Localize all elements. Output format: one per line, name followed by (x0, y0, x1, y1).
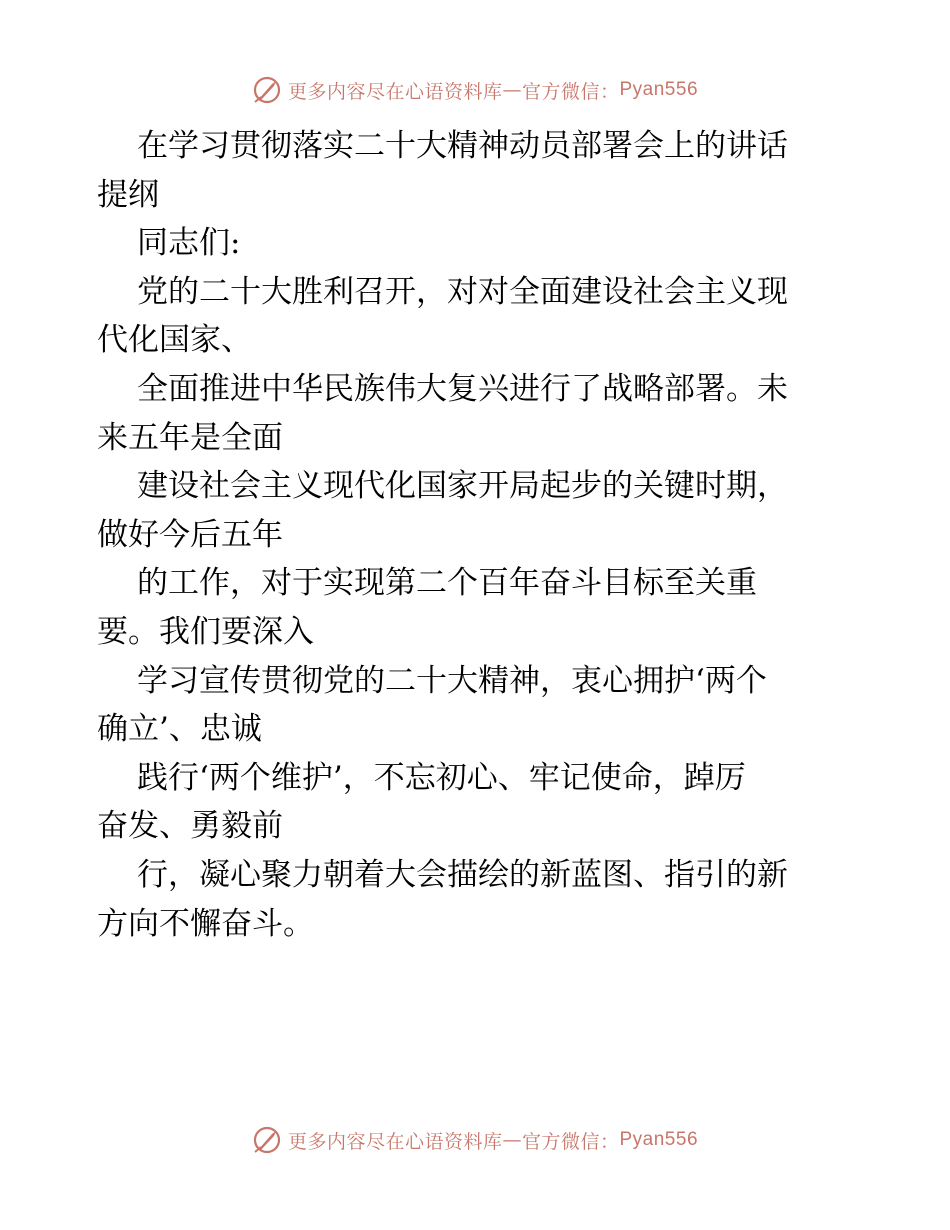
watermark-site-text: 更多内容尽在心语资料库 (287, 1130, 503, 1153)
text-line: 方向不懈奋斗。 (97, 905, 314, 942)
watermark-contact-label: 官方微信： (521, 80, 620, 103)
text-line: 党的二十大胜利召开，对对全面建设社会主义现 (137, 273, 788, 310)
text-line: 确立’、忠诚 (97, 711, 262, 748)
footer-watermark (0, 1120, 950, 1160)
text-line: 全面推进中华民族伟大复兴进行了战略部署。未 (137, 370, 788, 407)
watermark-handle: Pyan556 (619, 1129, 699, 1150)
watermark-separator: — (502, 79, 522, 101)
text-line: 学习宣传贯彻党的二十大精神，衷心拥护‘两个 (137, 662, 767, 699)
watermark-handle: Pyan556 (619, 79, 699, 100)
text-line: 的工作，对于实现第二个百年奋斗目标至关重 (137, 565, 757, 602)
text-line: 做好今后五年 (97, 516, 283, 553)
header-watermark (0, 70, 950, 110)
text-line: 践行‘两个维护’，不忘初心、牢记使命，踔厉 (137, 759, 746, 796)
text-line: 来五年是全面 (97, 419, 283, 456)
text-line: 在学习贯彻落实二十大精神动员部署会上的讲话 (137, 128, 788, 164)
text-line: 建设社会主义现代化国家开局起步的关键时期， (137, 468, 788, 505)
text-line: 提纲 (97, 176, 159, 213)
quill-pen-circle-icon (252, 75, 282, 105)
quill-pen-circle-icon (252, 1125, 282, 1155)
watermark-contact-label: 官方微信： (521, 1130, 620, 1153)
watermark-site-text: 更多内容尽在心语资料库 (287, 80, 503, 103)
document-body (97, 122, 857, 948)
text-line: 同志们: (137, 225, 241, 262)
text-line: 奋发、勇毅前 (97, 808, 283, 845)
text-line: 代化国家、 (97, 322, 252, 359)
text-line: 要。我们要深入 (97, 613, 314, 650)
watermark-separator: — (502, 1129, 522, 1151)
text-line: 行，凝心聚力朝着大会描绘的新蓝图、指引的新 (137, 856, 788, 893)
